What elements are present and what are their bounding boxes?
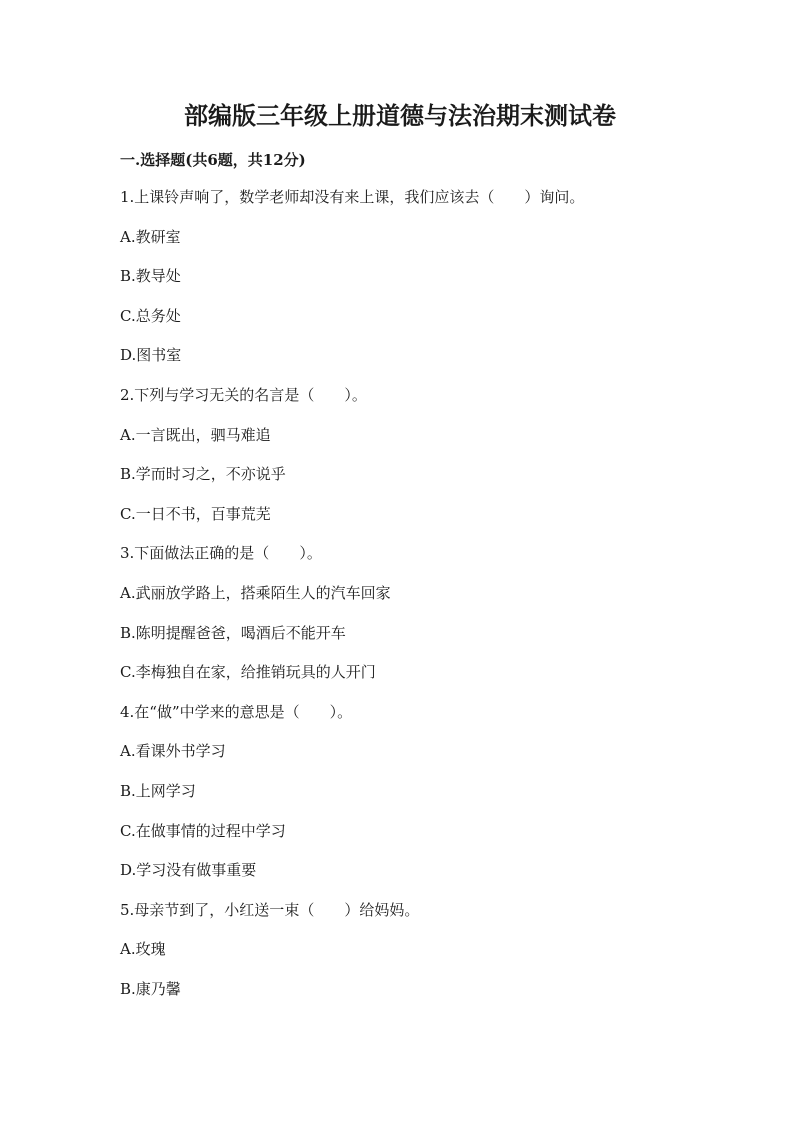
question-2-option-a: A.一言既出，驷马难追 bbox=[120, 425, 271, 444]
question-4-option-b: B.上网学习 bbox=[120, 781, 196, 800]
question-5-option-a: A.玫瑰 bbox=[120, 940, 166, 959]
question-1-option-b: B.教导处 bbox=[120, 267, 181, 286]
question-3-option-b: B.陈明提醒爸爸，喝酒后不能开车 bbox=[120, 623, 346, 642]
question-3-stem: 3.下面做法正确的是（ ）。 bbox=[120, 544, 322, 563]
question-4-stem: 4.在“做”中学来的意思是（ ）。 bbox=[120, 702, 353, 721]
question-4-option-c: C.在做事情的过程中学习 bbox=[120, 821, 286, 840]
question-1-option-a: A.教研室 bbox=[120, 227, 181, 246]
question-3-option-a: A.武丽放学路上，搭乘陌生人的汽车回家 bbox=[120, 583, 391, 602]
question-2-stem: 2.下列与学习无关的名言是（ ）。 bbox=[120, 385, 367, 404]
question-2-option-c: C.一日不书，百事荒芜 bbox=[120, 504, 271, 523]
section-heading: 一.选择题(共6题，共12分) bbox=[120, 151, 306, 169]
question-5-stem: 5.母亲节到了，小红送一束（ ）给妈妈。 bbox=[120, 900, 420, 919]
page-title: 部编版三年级上册道德与法治期末测试卷 bbox=[184, 101, 616, 130]
question-3-option-c: C.李梅独自在家，给推销玩具的人开门 bbox=[120, 663, 376, 682]
question-1-option-c: C.总务处 bbox=[120, 306, 181, 325]
question-4-option-d: D.学习没有做事重要 bbox=[120, 861, 257, 880]
question-list bbox=[120, 186, 720, 1017]
question-2-option-b: B.学而时习之，不亦说乎 bbox=[120, 465, 286, 484]
question-4-option-a: A.看课外书学习 bbox=[120, 742, 226, 761]
question-1-stem: 1.上课铃声响了，数学老师却没有来上课，我们应该去（ ）询问。 bbox=[120, 188, 585, 206]
question-1-option-d: D.图书室 bbox=[120, 346, 182, 365]
question-5-option-b: B.康乃馨 bbox=[120, 979, 181, 998]
